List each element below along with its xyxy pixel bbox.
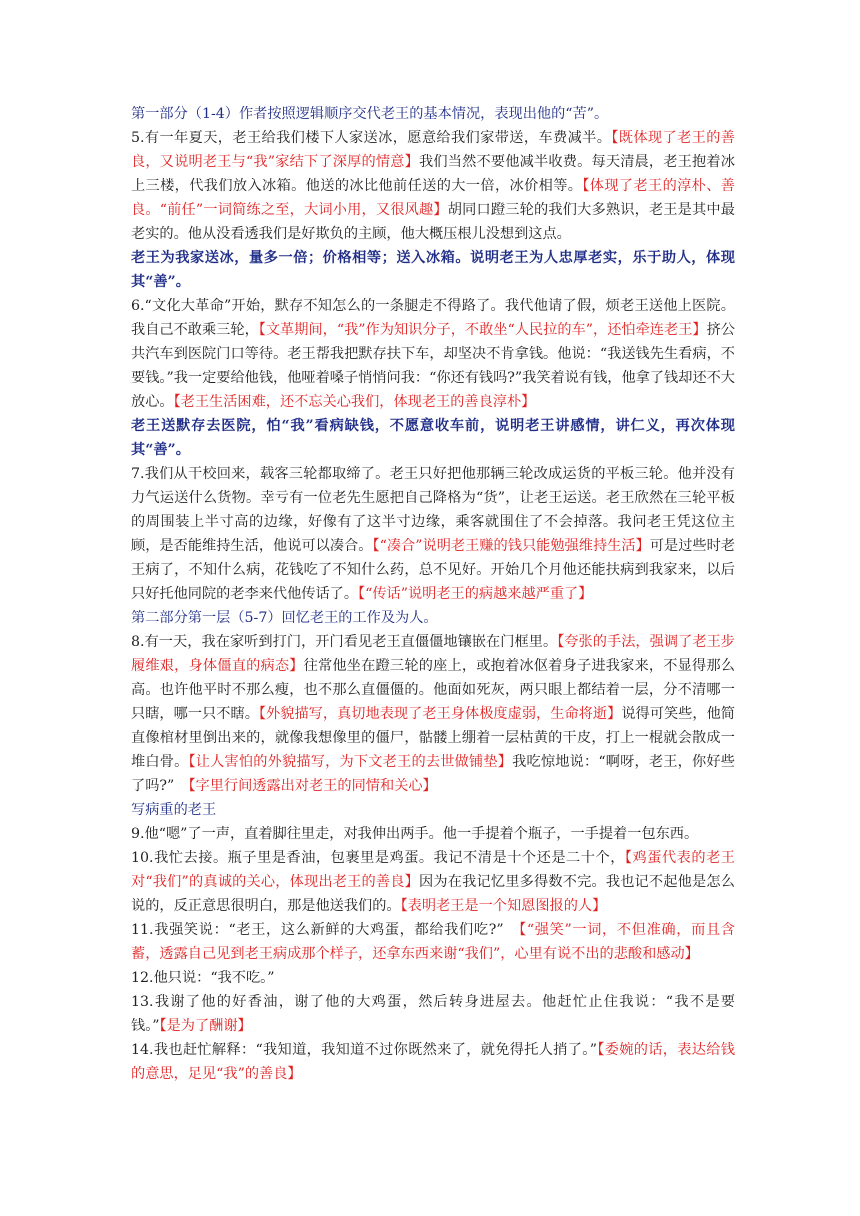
paragraph-14 <box>131 1038 735 1086</box>
paragraph-5 <box>131 126 735 246</box>
body-text: 因为在我记忆里多得数不完。我也记不起他是怎么说的，反正意思很明白，那是他送我们的。 <box>131 874 735 914</box>
paragraph-8 <box>131 630 735 798</box>
body-text: 9.他“嗯”了一声，直着脚往里走，对我伸出两手。他一手提着个瓶子，一手提着一包东西。 <box>131 826 699 842</box>
body-text: 可是过些时老王病了，不知什么病，花钱吃了不知什么药，总不见好。开始几个月他还能扶病到我家来，以后只好托他同院的老李来代他传话了。 <box>131 538 735 602</box>
section-heading <box>131 102 735 126</box>
paragraph-11 <box>131 918 735 966</box>
body-text: 7.我们从干校回来，载客三轮都取缔了。老王只好把他那辆三轮改成运货的平板三轮。他并没有力气运送什么货物。幸亏有一位老先生愿把自己降格为“货”，让老王运送。老王欣然在三轮平板的周围装上半寸高的边缘，好像有了这半寸边缘，乘客就围住了不会掉落。我问老王凭这位主顾，是否能维持生活，他说可以凑合。 <box>131 466 735 554</box>
body-text: 我们当然不要他减半收费。每天清晨，老王抱着冰上三楼，代我们放入冰箱。他送的冰比他前任送的大一倍，冰价相等。 <box>131 154 735 194</box>
annotation: 【老王生活困难，还不忘关心我们，体现老王的善良淳朴】 <box>173 394 536 410</box>
annotation: 【表明老王是一个知恩图报的人】 <box>400 898 607 914</box>
summary-text: 老王送默存去医院，怕“我”看病缺钱，不愿意收车前，说明老王讲感情，讲仁义，再次体现其“善”。 <box>131 418 735 458</box>
annotation: 【外貌描写，真切地表现了老王身体极度虚弱，生命将逝】 <box>258 706 622 722</box>
body-text: 11.我强笑说：“老王，这么新鲜的大鸡蛋，都给我们吃?” <box>131 922 520 938</box>
body-text: 说得可笑些，他简直像棺材里倒出来的，就像我想像里的僵尸，骷髅上绷着一层枯黄的干皮，打上一棍就会散成一堆白骨。 <box>131 706 735 770</box>
paragraph-12 <box>131 966 735 990</box>
body-text: 8.有一天，我在家听到打门，开门看见老王直僵僵地镶嵌在门框里。 <box>131 634 558 650</box>
document-page <box>131 102 735 1086</box>
annotation: 【鸡蛋代表的老王对“我们”的真诚的关心，体现出老王的善良】 <box>131 850 735 890</box>
body-text: 挤公共汽车到医院门口等待。老王帮我把默存扶下车，却坚决不肯拿钱。他说：“我送钱先生看病，不要钱。”我一定要给他钱，他哑着嗓子悄悄问我：“你还有钱吗?”我笑着说有钱，他拿了钱却还不大放心。 <box>131 322 735 410</box>
body-text: 5.有一年夏天，老王给我们楼下人家送冰，愿意给我们家带送，车费减半。 <box>131 130 612 146</box>
paragraph-6 <box>131 294 735 414</box>
paragraph-9 <box>131 822 735 846</box>
annotation: 【让人害怕的外貌描写，为下文老王的去世做铺垫】 <box>188 754 513 770</box>
body-text: 往常他坐在蹬三轮的座上，或抱着冰伛着身子进我家来，不显得那么高。也许他平时不那么瘦，也不那么直僵僵的。他面如死灰，两只眼上都结着一层，分不清哪一只瞎，哪一只不瞎。 <box>131 658 735 722</box>
summary-text: 老王为我家送冰，量多一倍；价格相等；送入冰箱。说明老王为人忠厚老实，乐于助人，体现其“善”。 <box>131 250 735 290</box>
body-text: 14.我也赶忙解释：“我知道，我知道不过你既然来了，就免得托人捎了。” <box>131 1042 597 1058</box>
section-heading <box>131 798 735 822</box>
paragraph-10 <box>131 846 735 918</box>
section-heading <box>131 606 735 630</box>
annotation: 【字里行间透露出对老王的同情和关心】 <box>188 778 437 794</box>
annotation: 【“强笑”一词，不但准确，而且含蓄，透露自己见到老王病成那个样子，还拿东西来谢“我们”，心里有说不出的悲酸和感动】 <box>131 922 735 962</box>
annotation: 【既体现了老王的善良，又说明老王与“我”家结下了深厚的情意】 <box>131 130 735 170</box>
annotation: 【是为了酬谢】 <box>159 1018 252 1034</box>
paragraph-13 <box>131 990 735 1038</box>
annotation: 【文革期间，“我”作为知识分子，不敢坐“人民拉的车”，还怕牵连老王】 <box>258 322 707 338</box>
summary-paragraph <box>131 414 735 462</box>
paragraph-7 <box>131 462 735 606</box>
summary-text: 写病重的老王 <box>131 802 217 818</box>
body-text: 我吃惊地说：“啊呀，老王，你好些了吗?” <box>131 754 735 794</box>
summary-text: 第一部分（1-4）作者按照逻辑顺序交代老王的基本情况，表现出他的“苦”。 <box>131 106 609 122</box>
annotation: 【体现了老王的淳朴、善良。“前任”一词简练之至，大词小用，又很风趣】 <box>131 178 735 218</box>
annotation: 【“传话”说明老王的病越来越严重了】 <box>358 586 593 602</box>
body-text: 10.我忙去接。瓶子里是香油，包裹里是鸡蛋。我记不清是十个还是二十个， <box>131 850 625 866</box>
annotation: 【委婉的话，表达给钱的意思，足见“我”的善良】 <box>131 1042 735 1082</box>
annotation: 【夸张的手法，强调了老王步履维艰，身体僵直的病态】 <box>131 634 735 674</box>
body-text: 胡同口蹬三轮的我们大多熟识，老王是其中最老实的。他从没看透我们是好欺负的主顾，他大概压根儿没想到这点。 <box>131 202 735 242</box>
summary-paragraph <box>131 246 735 294</box>
annotation: 【“凑合”说明老王赚的钱只能勉强维持生活】 <box>372 538 650 554</box>
body-text: 12.他只说：“我不吃。” <box>131 970 275 986</box>
summary-text: 第二部分第一层（5-7）回忆老王的工作及为人。 <box>131 610 438 626</box>
body-text: 13.我谢了他的好香油，谢了他的大鸡蛋，然后转身进屋去。他赶忙止住我说：“我不是要钱。” <box>131 994 735 1034</box>
body-text: 6.“文化大革命”开始，默存不知怎么的一条腿走不得路了。我代他请了假，烦老王送他上医院。我自己不敢乘三轮， <box>131 298 735 338</box>
